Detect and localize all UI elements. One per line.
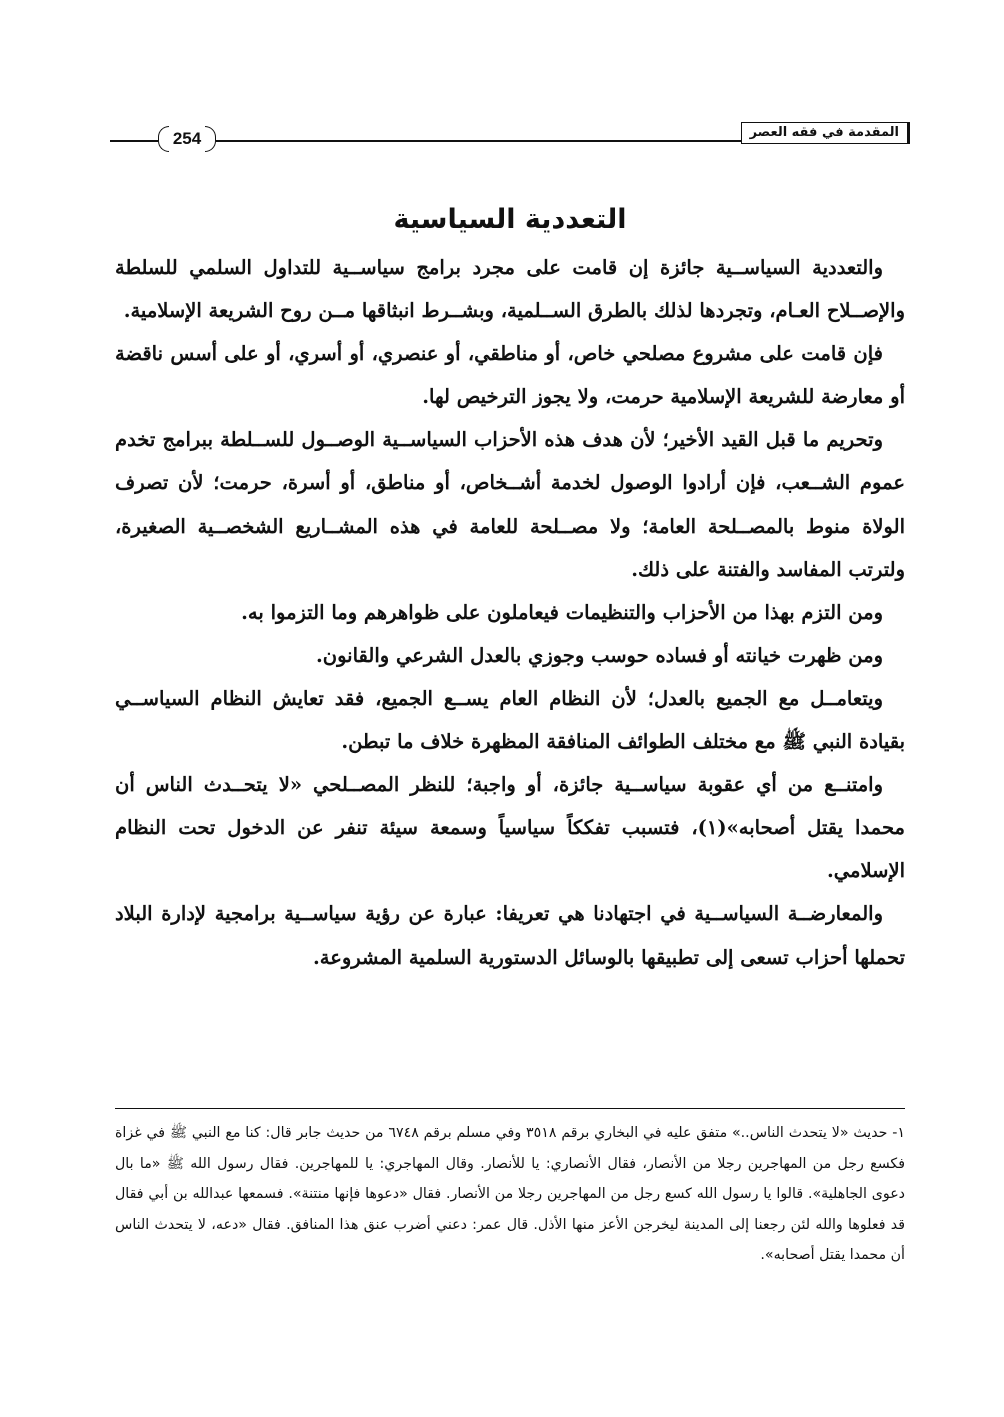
footnote <box>115 1118 905 1271</box>
paragraph: ومن التزم بهذا من الأحزاب والتنظيمات فيعاملون على ظواهرهم وما التزموا به. <box>241 600 883 624</box>
page-header <box>110 120 910 160</box>
page-number: 254 <box>158 125 216 153</box>
paragraph: والتعددية السياســية جائزة إن قامت على مجرد برامج سياســية للتداول السلمي للسلطة والإصــلاح العـام، وتجردها لذلك بالطرق الســلمية، وبشــرط انبثاقها مــن روح الشريعة الإسلامية. <box>115 256 905 323</box>
paragraph: ويتعامــل مع الجميع بالعدل؛ لأن النظام العام يســع الجميع، فقد تعايش النظام السياســي بقيادة النبي ﷺ مع مختلف الطوائف المنافقة المظهرة خلاف ما تبطن. <box>115 686 905 754</box>
main-text <box>115 246 905 979</box>
paragraph: وتحريم ما قبل القيد الأخير؛ لأن هدف هذه الأحزاب السياســية الوصــول للســلطة ببرامج تخدم عموم الشــعب، فإن أرادوا الوصول لخدمة أشــخاص، أو مناطق، أو أسرة، حرمت؛ لأن تصرف الولاة منوط بالمصــلحة العامة؛ ولا مصــلحة للعامة في هذه المشــاريع الشخصــية الصغيرة، ولترتب المفاسد والفتنة على ذلك. <box>115 428 905 581</box>
paragraph: والمعارضــة السياســية في اجتهادنا هي تعريفا: عبارة عن رؤية سياســية برامجية لإدارة البلاد تحملها أحزاب تسعى إلى تطبيقها بالوسائل الدستورية السلمية المشروعة. <box>115 902 905 969</box>
footnote-text: ١- حديث «لا يتحدث الناس..» متفق عليه في البخاري برقم ٣٥١٨ وفي مسلم برقم ٦٧٤٨ من حديث جابر قال: كنا مع النبي ﷺ في غزاة فكسع رجل من المهاجرين رجلا من الأنصار، فقال الأنصاري: يا للأنصار. وقال المهاجري: يا للمهاجرين. فقال رسول الله ﷺ «ما بال دعوى الجاهلية». قالوا يا رسول الله كسع رجل من المهاجرين رجلا من الأنصار. فقال «دعوها فإنها منتنة». فسمعها عبدالله بن أبي فقال قد فعلوها والله لئن رجعنا إلى المدينة ليخرجن الأعز منها الأذل. قال عمر: دعني أضرب عنق هذا المنافق. فقال «دعه، لا يتحدث الناس أن محمدا يقتل أصحابه». <box>115 1125 905 1263</box>
paragraph: فإن قامت على مشروع مصلحي خاص، أو مناطقي، أو عنصري، أو أسري، أو على أسس ناقضة أو معارضة للشريعة الإسلامية حرمت، ولا يجوز الترخيص لها. <box>115 342 905 409</box>
paragraph: وامتنــع من أي عقوبة سياســية جائزة، أو واجبة؛ للنظر المصــلحي «لا يتحــدث الناس أن محمدا يقتل أصحابه»(١)، فتسبب تفككاً سياسياً وسمعة سيئة تنفر عن الدخول تحت النظام الإسلامي. <box>115 773 905 883</box>
footnote-separator <box>115 1108 905 1109</box>
paragraph: ومن ظهرت خيانته أو فساده حوسب وجوزي بالعدل الشرعي والقانون. <box>315 643 883 667</box>
running-head-book-title: المقدمة في فقه العصر <box>741 122 910 144</box>
section-title: التعددية السياسية <box>393 204 627 236</box>
